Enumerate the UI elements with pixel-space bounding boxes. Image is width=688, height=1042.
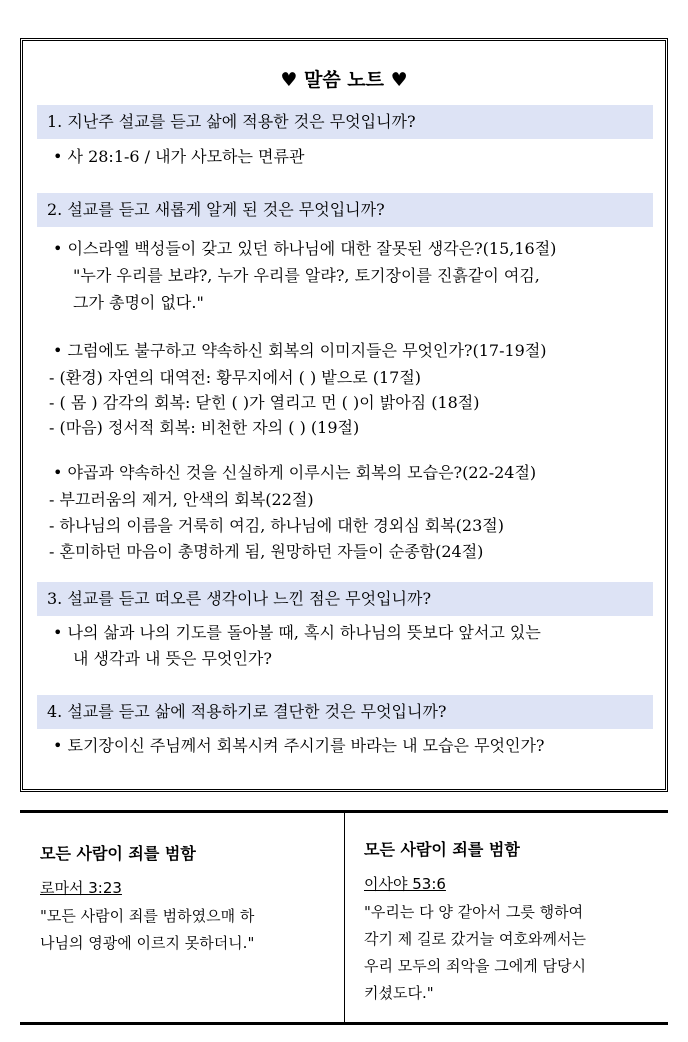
right-verse-text: [364, 899, 652, 1007]
q2-bullet-3-item-2: - 하나님의 이름을 거룩히 여김, 하나님에 대한 경외심 회복(23절): [49, 516, 504, 535]
left-verse-line-1: "모든 사람이 죄를 범하였으매 하: [40, 907, 255, 925]
right-verse-heading: 모든 사람이 죄를 범함: [364, 840, 520, 859]
question-2-heading: 2. 설교를 듣고 새롭게 알게 된 것은 무엇입니까?: [37, 193, 653, 227]
right-verse-line-1: "우리는 다 양 같아서 그릇 행하여: [364, 903, 584, 921]
q2-bullet-3-item-1: - 부끄러움의 제거, 안색의 회복(22절): [49, 490, 314, 509]
q3-bullet: • 나의 삶과 나의 기도를 돌아볼 때, 혹시 하나님의 뜻보다 앞서고 있는: [53, 623, 541, 642]
left-verse-heading: 모든 사람이 죄를 범함: [40, 844, 196, 863]
right-verse-line-4: 키셨도다.": [364, 984, 434, 1002]
sermon-note-box: [20, 38, 668, 792]
q2-bullet-3-item-3: - 혼미하던 마음이 총명하게 됨, 원망하던 자들이 순종함(24절): [49, 542, 484, 561]
q2-bullet-1-quote-line-2: 그가 총명이 없다.": [73, 293, 204, 312]
right-verse-reference: 이사야 53:6: [364, 875, 446, 893]
left-verse-line-2: 나님의 영광에 이르지 못하더니.": [40, 934, 255, 952]
right-verse-line-2: 각기 제 길로 갔거늘 여호와께서는: [364, 930, 586, 948]
q2-bullet-1: • 이스라엘 백성들이 갖고 있던 하나님에 대한 잘못된 생각은?(15,16절): [53, 239, 557, 258]
right-verse-line-3: 우리 모두의 죄악을 그에게 담당시: [364, 957, 586, 975]
q4-bullet: • 토기장이신 주님께서 회복시켜 주시기를 바라는 내 모습은 무엇인가?: [53, 736, 545, 755]
q2-bullet-2-item-1: - (환경) 자연의 대역전: 황무지에서 ( ) 밭으로 (17절): [49, 368, 422, 387]
q2-bullet-3: • 야곱과 약속하신 것을 신실하게 이루시는 회복의 모습은?(22-24절): [53, 463, 537, 482]
question-3-heading: 3. 설교를 듣고 떠오른 생각이나 느낀 점은 무엇입니까?: [37, 582, 653, 616]
q2-bullet-2: • 그럼에도 불구하고 약속하신 회복의 이미지들은 무엇인가?(17-19절): [53, 341, 547, 360]
left-verse-text: [40, 903, 328, 957]
verse-divider: [344, 813, 345, 1022]
q3-bullet-cont: 내 생각과 내 뜻은 무엇인가?: [73, 649, 272, 668]
q2-bullet-2-item-2: - ( 몸 ) 감각의 회복: 닫힌 ( )가 열리고 먼 ( )이 밝아짐 (18절): [49, 393, 480, 412]
q2-bullet-1-quote-line-1: "누가 우리를 보랴?, 누가 우리를 알랴?, 토기장이를 진흙같이 여김,: [73, 266, 540, 285]
q1-bullet: • 사 28:1-6 / 내가 사모하는 면류관: [53, 147, 305, 166]
question-1-heading: 1. 지난주 설교를 듣고 삶에 적용한 것은 무엇입니까?: [37, 105, 653, 139]
question-4-heading: 4. 설교를 듣고 삶에 적용하기로 결단한 것은 무엇입니까?: [37, 695, 653, 729]
note-title: ♥ 말씀 노트 ♥: [280, 69, 408, 91]
q2-bullet-2-item-3: - (마음) 정서적 회복: 비천한 자의 ( ) (19절): [49, 418, 360, 437]
verse-section: [20, 810, 668, 1025]
left-verse-reference: 로마서 3:23: [40, 879, 122, 897]
